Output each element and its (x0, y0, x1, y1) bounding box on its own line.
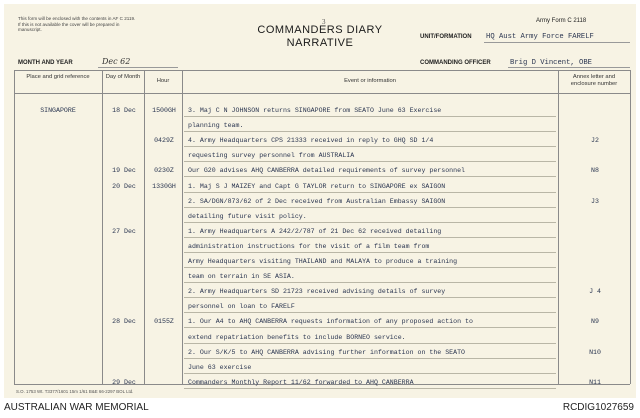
col-place: Place and grid reference (26, 74, 90, 80)
row-event: 2. Our S/K/5 to AHQ CANBERRA advising further information on the SEATO (188, 348, 465, 356)
row-annex: N11 (589, 378, 601, 386)
row-day: 19 Dec (112, 167, 136, 175)
row-event: personnel on loan to FARELF (188, 303, 295, 311)
row-rule (184, 388, 556, 389)
row-annex: N9 (591, 318, 599, 326)
title-line2: NARRATIVE (286, 37, 354, 49)
row-event: 4. Army Headquarters CPS 21333 received in reply to GHQ SD 1/4 (188, 137, 434, 145)
row-rule (184, 343, 556, 344)
source-caption: AUSTRALIAN WAR MEMORIAL (4, 402, 149, 413)
row-event: planning team. (188, 122, 244, 130)
row-place: SINGAPORE (40, 107, 76, 114)
row-hour: 0429Z (154, 137, 174, 145)
row-event: detailing future visit policy. (188, 212, 307, 220)
row-rule (184, 252, 556, 253)
row-rule (184, 116, 556, 117)
col-hour: Hour (156, 78, 170, 84)
row-event: 1. Army Headquarters A 242/2/787 of 21 Dec 62 received detailing (188, 227, 442, 235)
row-hour: 1330GH (152, 182, 176, 190)
officer-value: Brig D Vincent, OBE (510, 59, 592, 67)
row-annex: J2 (591, 137, 599, 145)
row-rule (184, 176, 556, 177)
row-event: team on terrain in SE ASIA. (188, 273, 295, 281)
row-event: 2. Army Headquarters SD 21723 received advising details of survey (188, 288, 446, 296)
row-day: 18 Dec (112, 107, 136, 114)
row-event: Commanders Monthly Report 11/62 forwarded to AHQ CANBERRA (188, 378, 414, 386)
row-rule (184, 161, 556, 162)
row-rule (184, 312, 556, 313)
row-event: Our G20 advises AHQ CANBERRA detailed requirements of survey personnel (188, 167, 465, 175)
col-event: Event or information (344, 78, 396, 84)
row-day: 20 Dec (112, 182, 136, 190)
row-hour: 1500GH (152, 107, 176, 114)
form-number: Army Form C 2118 (536, 18, 587, 24)
officer-label: COMMANDING OFFICER (420, 60, 491, 66)
row-day: 28 Dec (112, 318, 136, 326)
page-number: 3 (322, 18, 326, 26)
diary-page (4, 4, 636, 398)
row-event: June 63 exercise (188, 363, 252, 371)
row-event: administration instructions for the visit of a film team from (188, 242, 430, 250)
row-rule (184, 327, 556, 328)
row-event: 2. SA/DGN/873/62 of 2 Dec received from Australian Embassy SAIGON (188, 197, 446, 205)
row-hour: 0155Z (154, 318, 174, 326)
unit-label: UNIT/FORMATION (420, 34, 472, 40)
row-rule (184, 131, 556, 132)
row-rule (184, 222, 556, 223)
row-event: 1. Our A4 to AHQ CANBERRA requests information of any proposed action to (188, 318, 473, 326)
row-annex: N8 (591, 167, 599, 175)
unit-value: HQ Aust Army Force FARELF (486, 33, 594, 41)
col-day: Day of Month (105, 74, 141, 80)
row-rule (184, 207, 556, 208)
row-rule (184, 237, 556, 238)
row-annex: J3 (591, 197, 599, 205)
row-event: requesting survey personnel from AUSTRALIA (188, 152, 355, 160)
row-rule (184, 192, 556, 193)
row-hour: 0230Z (154, 167, 174, 175)
row-rule (184, 146, 556, 147)
record-id: RCDIG1027659 (562, 402, 634, 413)
row-day: 29 Dec (112, 378, 136, 386)
row-rule (184, 267, 556, 268)
row-rule (184, 297, 556, 298)
row-day: 27 Dec (112, 227, 136, 235)
form-note: This form will be enclosed with the contents in AF C 2119. If this is not available the cover will be prepared in manuscript. (18, 16, 136, 33)
col-annex: Annex letter and enclosure number (570, 74, 618, 87)
row-rule (184, 373, 556, 374)
row-event: 3. Maj C N JOHNSON returns SINGAPORE from SEATO June 63 Exercise (188, 107, 442, 114)
print-code: S.O. 1753 Wt. T3377/1601 15m 1/61 B&E 66-2297 BOL Ltd. (16, 389, 134, 394)
month-label: MONTH AND YEAR (18, 60, 73, 66)
month-value: Dec 62 (102, 57, 131, 66)
row-event: Army Headquarters visiting THAILAND and MALAYA to produce a training (188, 258, 458, 265)
row-event: extend repatriation benefits to include BORNEO service. (188, 333, 406, 341)
row-rule (184, 358, 556, 359)
row-rule (184, 282, 556, 283)
row-event: 1. Maj S J MAIZEY and Capt G TAYLOR return to SINGAPORE ex SAIGON (188, 182, 446, 190)
row-annex: N10 (589, 348, 601, 356)
title-line1: COMMANDERS DIARY (257, 24, 383, 36)
row-annex: J 4 (589, 288, 601, 296)
